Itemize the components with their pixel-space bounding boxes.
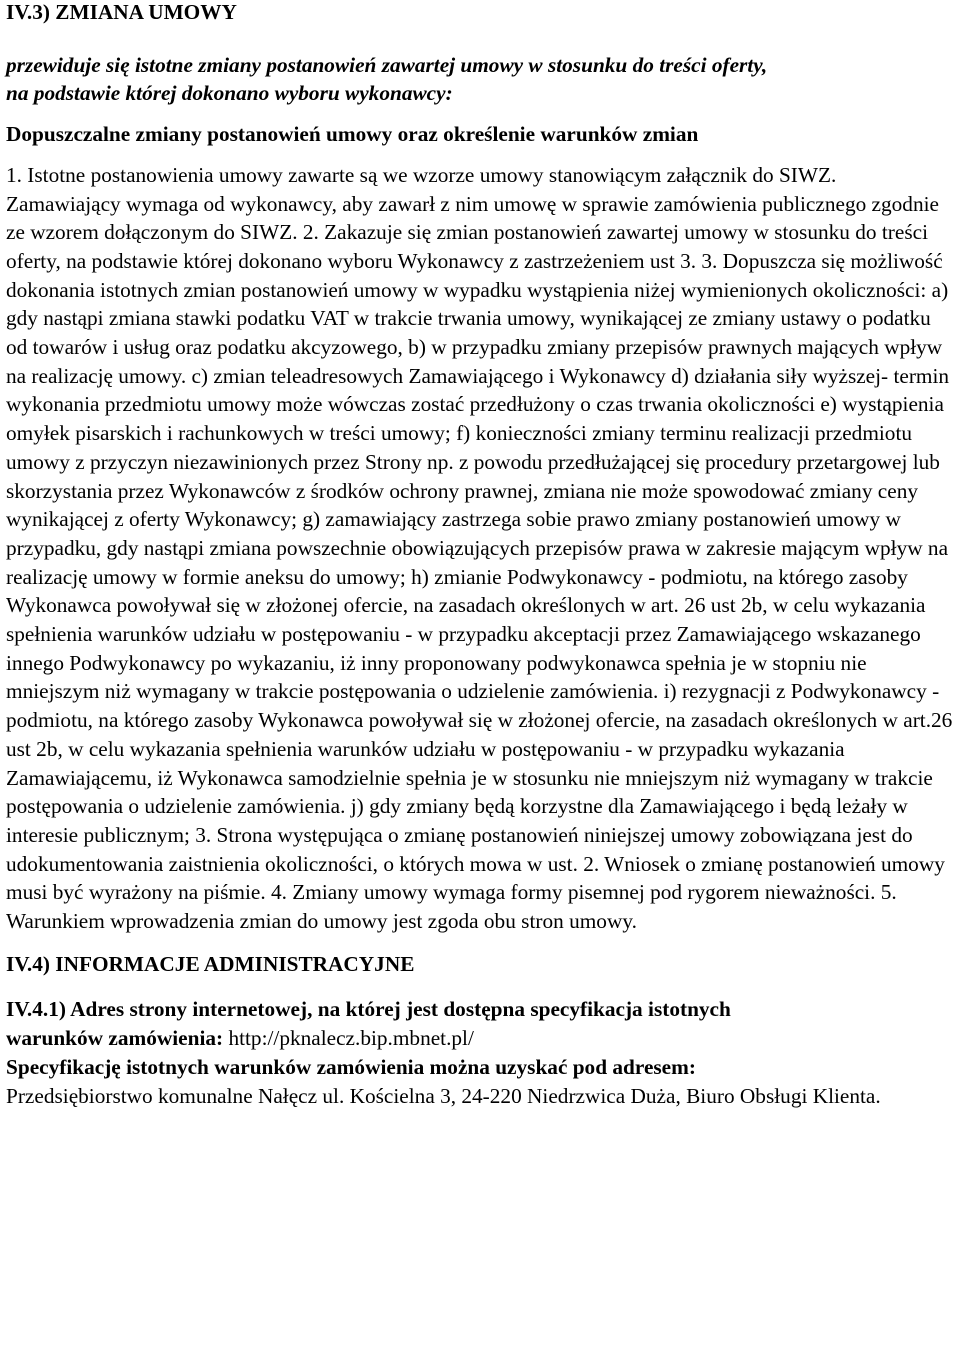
contract-change-question-line-2: na podstawie której dokonano wyboru wykonawcy: [6, 81, 453, 106]
spec-address-label: Specyfikację istotnych warunków zamówienia można uzyskać pod adresem: [6, 1054, 696, 1079]
allowed-changes-heading: Dopuszczalne zmiany postanowień umowy oraz określenie warunków zmian [6, 122, 699, 147]
spec-website-line-2 [6, 1024, 954, 1053]
contract-change-question-line-1: przewiduje się istotne zmiany postanowień zawartej umowy w stosunku do treści oferty, [6, 52, 768, 77]
contract-change-body: 1. Istotne postanowienia umowy zawarte są we wzorze umowy stanowiącym załącznik do SIWZ. Zamawiający wymaga od wykonawcy, aby zawarł z nim umowę w sprawie zamówienia publicznego zgodnie ze wzorem dołączonym do SIWZ. 2. Zakazuje się zmian postanowień zawartej umowy w stosunku do treści oferty, na podstawie której dokonano wyboru Wykonawcy z zastrzeżeniem ust 3. 3. Dopuszcza się możliwość dokonania istotnych zmian postanowień umowy w wypadku wystąpienia niżej wymienionych okoliczności: a) gdy nastąpi zmiana stawki podatku VAT w trakcie trwania umowy, wynikającej ze zmiany ustawy o podatku od towarów i usług oraz podatku akcyzowego, b) w przypadku zmiany przepisów prawnych mających wpływ na realizację umowy. c) zmian teleadresowych Zamawiającego i Wykonawcy d) działania siły wyższej- termin wykonania przedmiotu umowy może wówczas zostać przedłużony o czas trwania okoliczności e) wystąpienia omyłek pisarskich i rachunkowych w treści umowy; f) konieczności zmiany terminu realizacji przedmiotu umowy z przyczyn niezawinionych przez Strony np. z powodu przedłużającej się procedury przetargowej lub skorzystania przez Wykonawców z środków ochrony prawnej, zmiana nie może spowodować zmiany ceny wynikającej z oferty Wykonawcy; g) zamawiający zastrzega sobie prawo zmiany postanowień umowy w przypadku, gdy nastąpi zmiana powszechnie obowiązujących przepisów prawa w zakresie mającym wpływ na realizację umowy w formie aneksu do umowy; h) zmianie Podwykonawcy - podmiotu, na którego zasoby Wykonawca powoływał się w złożonej ofercie, na zasadach określonych w art. 26 ust 2b, w celu wykazania spełnienia warunków udziału w postępowaniu - w przypadku akceptacji przez Zamawiającego wskazanego innego Podwykonawcy po wykazaniu, iż inny proponowany podwykonawca spełnia je w stopniu nie mniejszym niż wymagany w trakcie postępowania o udzielenie zamówienia. i) rezygnacji z Podwykonawcy - podmiotu, na którego zasoby Wykonawca powoływał się w złożonej ofercie, na zasadach określonych w art.26 ust 2b, w celu wykazania spełnienia warunków udziału w postępowaniu - w przypadku wykazania Zamawiającemu, iż Wykonawca samodzielnie spełnia je w stosunku nie mniejszym niż wymagany w trakcie postępowania o udzielenie zamówienia. j) gdy zmiany będą korzystne dla Zamawiającego i będą leżały w interesie publicznym; 3. Strona występująca o zmianę postanowień niniejszej umowy zobowiązana jest do udokumentowania zaistnienia okoliczności, o których mowa w ust. 2. Wniosek o zmianę postanowień umowy musi być wyrażony na piśmie. 4. Zmiany umowy wymaga formy pisemnej pod rygorem nieważności. 5. Warunkiem wprowadzenia zmian do umowy jest zgoda obu stron umowy. [6, 162, 953, 934]
section-title-administrative-info: IV.4) INFORMACJE ADMINISTRACYJNE [6, 951, 415, 976]
spec-website-url[interactable]: http://pknalecz.bip.mbnet.pl/ [228, 1026, 474, 1051]
spec-website-label-line-1: IV.4.1) Adres strony internetowej, na której jest dostępna specyfikacja istotnych [6, 997, 731, 1022]
section-title-change-of-contract: IV.3) ZMIANA UMOWY [6, 0, 237, 24]
spec-address-value: Przedsiębiorstwo komunalne Nałęcz ul. Kościelna 3, 24-220 Niedrzwica Duża, Biuro Obsługi Klienta. [6, 1083, 881, 1108]
spec-website-label-line-2: warunków zamówienia: [6, 1026, 229, 1051]
